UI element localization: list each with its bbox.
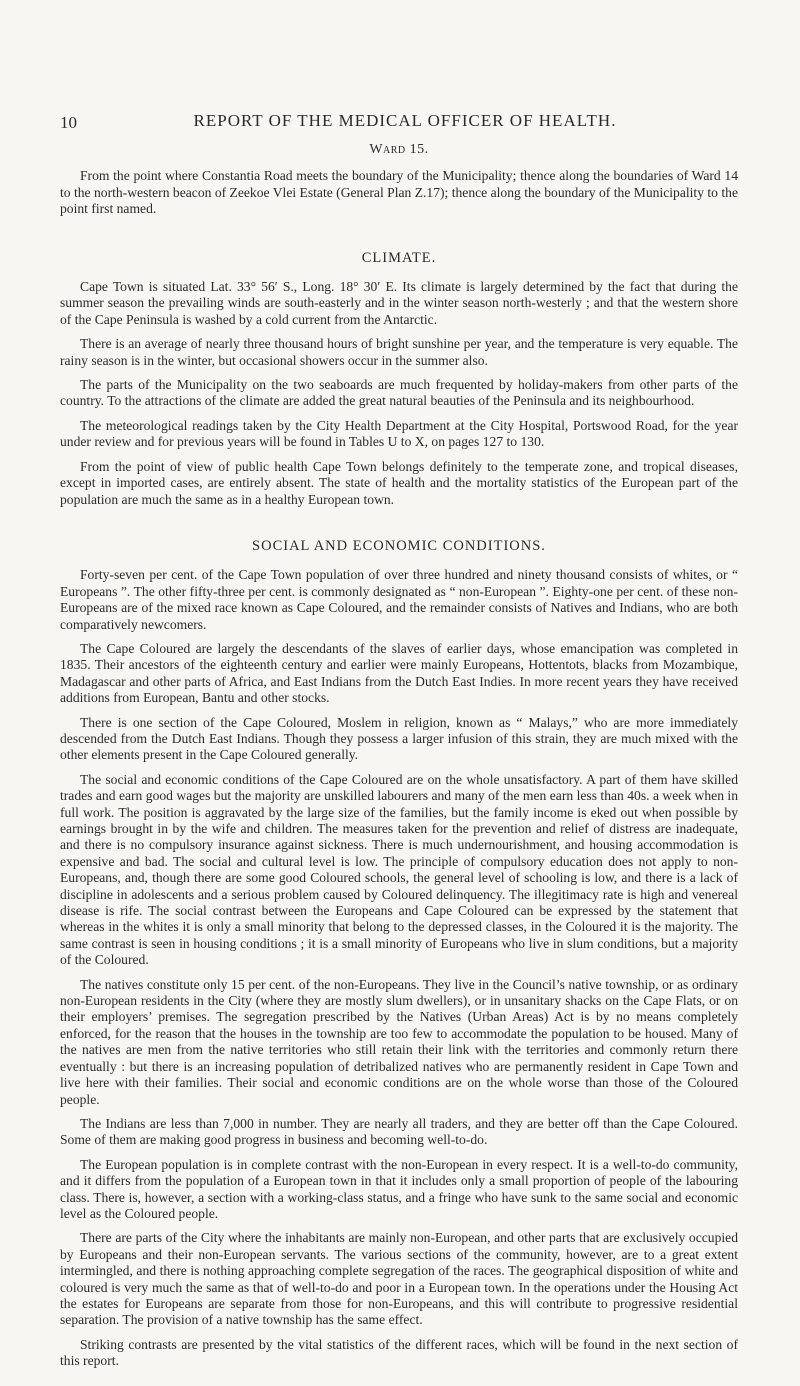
climate-paragraph-2: There is an average of nearly three thousand hours of bright sunshine per year, and the temperature is very equable. The rainy season is in the winter, but occasional showers occur in the summer also. (60, 336, 738, 368)
ward-paragraph: From the point where Constantia Road meets the boundary of the Municipality; thence along the boundaries of Ward 14 to the north-western beacon of Zeekoe Vlei Estate (General Plan Z.17); thence along the boundary of the Municipality to the point first named. (60, 168, 738, 217)
running-title: REPORT OF THE MEDICAL OFFICER OF HEALTH. (193, 111, 617, 130)
climate-heading: CLIMATE. (361, 249, 437, 266)
social-paragraph-6: The Indians are less than 7,000 in number. They are nearly all traders, and they are better off than the Cape Coloured. Some of them are making good progress in business and becoming well-to-do. (60, 1115, 738, 1148)
social-paragraph-3: There is one section of the Cape Coloured, Moslem in religion, known as “ Malays,” who are more immediately descended from the Dutch East Indians. Though they possess a larger infusion of this strain, they are much mixed with the other elements present in the Cape Coloured generally. (60, 714, 738, 763)
climate-paragraph-1: Cape Town is situated Lat. 33° 56′ S., Long. 18° 30′ E. Its climate is largely determined by the fact that during the summer season the prevailing winds are south-easterly and in the winter season north-westerly ; and that the western shore of the Cape Peninsula is washed by a cold current from the Antarctic. (60, 279, 738, 327)
climate-paragraph-3: The parts of the Municipality on the two seaboards are much frequented by holiday-makers from other parts of the country. To the attractions of the climate are added the great natural beauties of the Peninsula and its neighbourhood. (60, 377, 738, 409)
page-content (60, 138, 738, 1378)
climate-paragraph-5: From the point of view of public health Cape Town belongs definitely to the temperate zone, and tropical diseases, except in imported cases, are entirely absent. The state of health and the mortality statistics of the European part of the population are much the same as in a healthy European town. (60, 458, 738, 507)
climate-paragraph-4: The meteorological readings taken by the City Health Department at the City Hospital, Portswood Road, for the year under review and for previous years will be found in Tables U to X, on pages 127 to 130. (60, 417, 738, 450)
social-heading: SOCIAL AND ECONOMIC CONDITIONS. (252, 537, 546, 554)
social-paragraph-1: Forty-seven per cent. of the Cape Town population of over three hundred and ninety thousand consists of whites, or “ Europeans ”. The other fifty-three per cent. is commonly designated as “ non-European ”. Eighty-one per cent. of these non-Europeans are of the mixed race known as Cape Coloured, and the remainder consists of Natives and Indians, who are both comparatively newcomers. (60, 567, 738, 632)
page-number: 10 (60, 113, 77, 132)
social-paragraph-2: The Cape Coloured are largely the descendants of the slaves of earlier days, whose emancipation was completed in 1835. Their ancestors of the eighteenth century and earlier were mainly Europeans, Hottentots, blacks from Mozambique, Madagascar and other parts of Africa, and East Indians from the Dutch East Indies. In more recent years they have received additions from European, Bantu and other stocks. (60, 640, 738, 706)
social-paragraph-4: The social and economic conditions of the Cape Coloured are on the whole unsatisfactory. A part of them have skilled trades and earn good wages but the majority are unskilled labourers and many of the men earn less than 40s. a week when in full work. The position is aggravated by the large size of the families, but the family income is eked out when possible by earnings brought in by the wife and children. The measures taken for the prevention and relief of distress are inadequate, and there is no compulsory insurance against sickness. There is much undernourishment, and housing accommodation is expensive and bad. The social and cultural level is low. The principle of compulsory education does not apply to non-Europeans, and, though there are some good Coloured schools, the general level of schooling is low, and there is a lack of discipline in adolescents and a serious problem caused by Coloured delinquency. The illegitimacy rate is high and venereal disease is rife. The social contrast between the Europeans and Cape Coloured can be expressed by the statement that whereas in the whites it is only a small minority that belong to the depressed classes, in the Coloured it is the majority. The same contrast is seen in housing conditions ; it is a small minority of Europeans who live in slum conditions, but a majority of the Coloured. (60, 771, 738, 968)
social-paragraph-8: There are parts of the City where the inhabitants are mainly non-European, and other parts that are exclusively occupied by Europeans and their non-European servants. The various sections of the community, however, are to a great extent intermingled, and there is nothing approaching complete segregation of the races. The geographical disposition of white and coloured is very much the same as that of well-to-do and poor in a European town. In the operations under the Housing Act the estates for Europeans are separate from those for non-Europeans, and this will contribute to progressive residential separation. The provision of a native township has the same effect. (60, 1230, 738, 1328)
ward-title: Ward 15. (369, 142, 429, 157)
social-paragraph-5: The natives constitute only 15 per cent. of the non-Europeans. They live in the Council’s native township, or as ordinary non-European residents in the City (where they are mostly slum dwellers), or in unsanitary shacks on the Cape Flats, or on their employers’ premises. The segregation prescribed by the Natives (Urban Areas) Act is by no means completely enforced, for the reason that the houses in the township are too few to accommodate the population to be housed. Many of the natives are men from the native territories who still retain their link with the territories and commonly return there eventually : but there is an increasing population of detribalized natives who are permanently resident in Cape Town and live here with their families. Their social and economic conditions are on the whole worse than those of the Coloured people. (60, 976, 738, 1107)
social-paragraph-7: The European population is in complete contrast with the non-European in every respect. It is a well-to-do community, and it differs from the population of a European town in that it includes only a small proportion of people of the labouring class. There is, however, a section with a working-class status, and a fringe who have sunk to the same social and economic level as the Coloured people. (60, 1156, 738, 1221)
social-paragraph-9: Striking contrasts are presented by the vital statistics of the different races, which will be found in the next section of this report. (60, 1336, 738, 1369)
